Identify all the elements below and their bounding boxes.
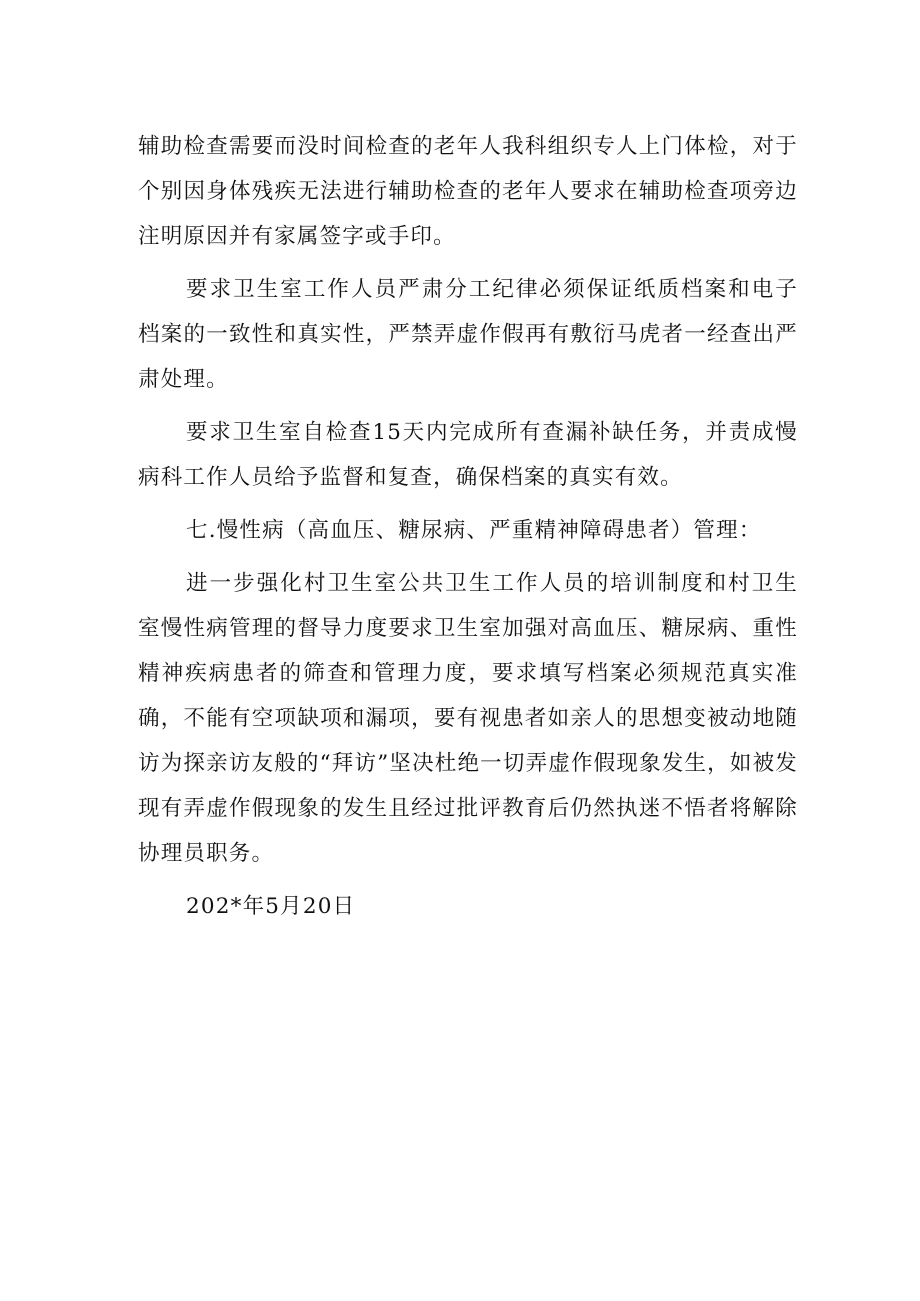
paragraph-self-inspection: 要求卫生室自检查15天内完成所有查漏补缺任务，并责成慢病科工作人员给予监督和复查，确保档案的真实有效。 bbox=[138, 420, 798, 490]
document-date: 202*年5月20日 bbox=[186, 894, 356, 919]
paragraph-archive-consistency: 要求卫生室工作人员严肃分工纪律必须保证纸质档案和电子档案的一致性和真实性，严禁弄虚作假再有敷衍马虎者一经查出严肃处理。 bbox=[138, 277, 798, 392]
document-body bbox=[138, 124, 798, 937]
paragraph-continuation: 辅助检查需要而没时间检查的老年人我科组织专人上门体检，对于个别因身体残疾无法进行辅助检查的老年人要求在辅助检查项旁边注明原因并有家属签字或手印。 bbox=[138, 134, 798, 249]
section-heading-chronic-disease: 七.慢性病（高血压、糖尿病、严重精神障碍患者）管理： bbox=[186, 518, 762, 543]
paragraph-chronic-disease-management: 进一步强化村卫生室公共卫生工作人员的培训制度和村卫生室慢性病管理的督导力度要求卫生室加强对高血压、糖尿病、重性精神疾病患者的筛查和管理力度，要求填写档案必须规范真实准确，不能有空项缺项和漏项，要有视患者如亲人的思想变被动地随访为探亲访友般的“拜访”坚决杜绝一切弄虚作假现象发生，如被发现有弄虚作假现象的发生且经过批评教育后仍然执迷不悟者将解除协理员职务。 bbox=[138, 571, 798, 866]
